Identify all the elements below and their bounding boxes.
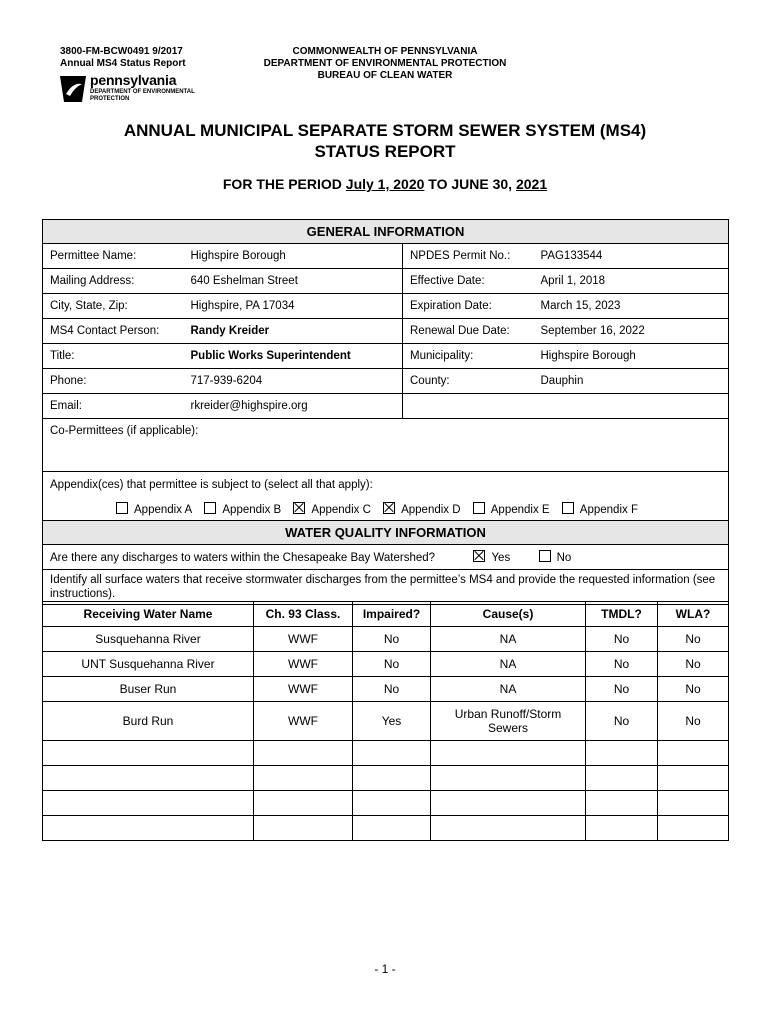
info-label: Email: (43, 394, 184, 419)
table-cell[interactable]: No (658, 677, 729, 702)
general-information-table (42, 219, 729, 605)
table-row (43, 766, 729, 791)
info-value[interactable]: 640 Eshelman Street (184, 269, 403, 294)
info-label: County: (403, 369, 534, 394)
identify-waters-instructions (43, 570, 729, 605)
agency-header (220, 46, 550, 82)
logo-wordmark: pennsylvania (90, 72, 177, 88)
appendix-checkboxes (43, 498, 729, 521)
copermittees-label: Co-Permittees (if applicable): (50, 425, 199, 437)
table-cell[interactable] (658, 766, 729, 791)
identify-waters-text: Identify all surface waters that receive stormwater discharges from the permittee’s MS4 and provide the requested information (see instructions). (50, 574, 716, 600)
table-cell[interactable] (658, 791, 729, 816)
checked-checkbox-icon[interactable] (383, 502, 395, 514)
table-cell[interactable] (43, 816, 254, 841)
info-row (43, 294, 729, 319)
report-title (0, 120, 770, 162)
table-cell[interactable]: NA (431, 652, 586, 677)
table-cell[interactable]: No (586, 627, 658, 652)
checkbox-icon[interactable] (539, 550, 551, 562)
appendix-option-label: Appendix D (401, 504, 461, 516)
table-cell[interactable] (431, 791, 586, 816)
period-end-year: 2021 (515, 176, 548, 192)
period-prefix: FOR THE PERIOD (222, 176, 342, 192)
table-cell[interactable] (586, 816, 658, 841)
info-value[interactable]: PAG133544 (534, 244, 729, 269)
pa-dep-logo (58, 72, 198, 106)
info-value[interactable]: Randy Kreider (184, 319, 403, 344)
receiving-waters-table (42, 601, 729, 841)
table-cell[interactable]: No (353, 652, 431, 677)
info-value[interactable]: Public Works Superintendent (184, 344, 403, 369)
info-value[interactable]: September 16, 2022 (534, 319, 729, 344)
agency-line3: BUREAU OF CLEAN WATER (317, 70, 453, 81)
column-header: Receiving Water Name (43, 602, 254, 627)
checked-checkbox-icon[interactable] (293, 502, 305, 514)
table-cell[interactable]: WWF (254, 702, 353, 741)
chesapeake-no-option[interactable] (539, 552, 572, 564)
info-value[interactable]: March 15, 2023 (534, 294, 729, 319)
info-row (43, 269, 729, 294)
table-cell[interactable] (43, 791, 254, 816)
table-cell[interactable]: No (353, 677, 431, 702)
page-number: - 1 - (374, 962, 396, 976)
table-cell[interactable] (431, 816, 586, 841)
table-cell[interactable] (586, 766, 658, 791)
table-cell[interactable]: WWF (254, 652, 353, 677)
info-row (43, 319, 729, 344)
table-cell[interactable]: NA (431, 677, 586, 702)
table-cell[interactable] (254, 816, 353, 841)
table-cell[interactable] (353, 816, 431, 841)
table-cell[interactable]: NA (431, 627, 586, 652)
appendix-f-option[interactable] (562, 504, 638, 516)
column-header: Impaired? (353, 602, 431, 627)
info-label: City, State, Zip: (43, 294, 184, 319)
appendix-option-label: Appendix C (311, 504, 371, 516)
info-row (43, 369, 729, 394)
table-cell[interactable] (254, 791, 353, 816)
copermittees-field[interactable] (43, 419, 729, 472)
info-value[interactable]: rkreider@highspire.org (184, 394, 403, 419)
info-value[interactable]: Highspire, PA 17034 (184, 294, 403, 319)
chesapeake-yes-option[interactable] (473, 552, 510, 564)
agency-line1: COMMONWEALTH OF PENNSYLVANIA (292, 46, 478, 57)
table-cell[interactable] (353, 741, 431, 766)
table-cell[interactable] (431, 741, 586, 766)
general-information-heading: GENERAL INFORMATION (43, 220, 729, 244)
appendix-d-option[interactable] (383, 504, 460, 516)
table-cell[interactable]: Burd Run (43, 702, 254, 741)
table-cell[interactable]: No (353, 627, 431, 652)
table-cell[interactable]: WWF (254, 677, 353, 702)
checkbox-icon[interactable] (562, 502, 574, 514)
agency-line2: DEPARTMENT OF ENVIRONMENTAL PROTECTION (263, 58, 507, 69)
table-cell[interactable]: No (586, 677, 658, 702)
logo-subtitle-line1: DEPARTMENT OF ENVIRONMENTAL (90, 89, 195, 95)
column-header: Cause(s) (431, 602, 586, 627)
info-row (43, 344, 729, 369)
table-cell[interactable]: Susquehanna River (43, 627, 254, 652)
chesapeake-question: Are there any discharges to waters within the Chesapeake Bay Watershed? (50, 552, 436, 564)
info-label: MS4 Contact Person: (43, 319, 184, 344)
table-cell[interactable] (658, 741, 729, 766)
info-row (43, 244, 729, 269)
table-cell[interactable]: No (586, 652, 658, 677)
water-quality-heading: WATER QUALITY INFORMATION (43, 521, 729, 545)
appendix-option-label: Appendix A (134, 504, 193, 516)
column-header: Ch. 93 Class. (254, 602, 353, 627)
keystone-logo-icon (58, 74, 88, 104)
empty-cell (403, 394, 729, 419)
appendix-a-option[interactable] (116, 504, 192, 516)
table-cell[interactable]: No (658, 702, 729, 741)
info-label: NPDES Permit No.: (403, 244, 534, 269)
appendix-label: Appendix(ces) that permittee is subject to (select all that apply): (50, 479, 373, 491)
appendix-option-label: Appendix E (490, 504, 550, 516)
appendix-c-option[interactable] (293, 504, 370, 516)
table-row (43, 702, 729, 741)
info-label: Phone: (43, 369, 184, 394)
yes-label: Yes (491, 552, 511, 564)
info-label: Mailing Address: (43, 269, 184, 294)
info-value[interactable]: April 1, 2018 (534, 269, 729, 294)
table-row (43, 816, 729, 841)
table-row (43, 652, 729, 677)
info-label: Effective Date: (403, 269, 534, 294)
table-cell[interactable]: No (658, 627, 729, 652)
table-cell[interactable] (658, 816, 729, 841)
report-title-line1: ANNUAL MUNICIPAL SEPARATE STORM SEWER SYSTEM (MS4) (123, 121, 647, 140)
info-value[interactable]: 717-939-6204 (184, 369, 403, 394)
form-id: 3800-FM-BCW0491 9/2017 (60, 46, 183, 57)
table-row (43, 741, 729, 766)
table-cell[interactable]: Urban Runoff/Storm Sewers (431, 702, 586, 741)
info-label: Expiration Date: (403, 294, 534, 319)
checkbox-icon[interactable] (116, 502, 128, 514)
table-cell[interactable] (586, 791, 658, 816)
table-cell[interactable]: UNT Susquehanna River (43, 652, 254, 677)
chesapeake-row (43, 545, 729, 570)
period-start: July 1, 2020 (345, 176, 425, 192)
table-cell[interactable] (43, 766, 254, 791)
info-value[interactable]: Dauphin (534, 369, 729, 394)
table-header-row (43, 602, 729, 627)
table-cell[interactable] (353, 791, 431, 816)
table-row (43, 677, 729, 702)
report-title-line2: STATUS REPORT (314, 142, 456, 161)
info-label: Permittee Name: (43, 244, 184, 269)
table-cell[interactable] (586, 741, 658, 766)
table-cell[interactable] (43, 741, 254, 766)
no-label: No (556, 552, 572, 564)
checkbox-icon[interactable] (473, 502, 485, 514)
form-name: Annual MS4 Status Report (60, 58, 186, 69)
reporting-period (0, 176, 770, 192)
table-cell[interactable] (254, 766, 353, 791)
info-label: Renewal Due Date: (403, 319, 534, 344)
logo-subtitle-line2: PROTECTION (90, 96, 130, 102)
period-middle: TO JUNE 30, (428, 176, 513, 192)
info-label: Title: (43, 344, 184, 369)
info-row (43, 394, 729, 419)
table-cell[interactable]: WWF (254, 627, 353, 652)
table-cell[interactable]: No (658, 652, 729, 677)
appendix-option-label: Appendix F (579, 504, 638, 516)
table-cell[interactable] (254, 741, 353, 766)
info-value[interactable]: Highspire Borough (184, 244, 403, 269)
table-row (43, 791, 729, 816)
logo-subtitle (90, 89, 195, 103)
checkbox-icon[interactable] (204, 502, 216, 514)
table-cell[interactable] (353, 766, 431, 791)
appendix-option-label: Appendix B (222, 504, 282, 516)
form-header-left (60, 46, 186, 70)
appendix-b-option[interactable] (204, 504, 281, 516)
info-value[interactable]: Highspire Borough (534, 344, 729, 369)
table-cell[interactable]: Yes (353, 702, 431, 741)
column-header: TMDL? (586, 602, 658, 627)
table-row (43, 627, 729, 652)
table-cell[interactable]: No (586, 702, 658, 741)
column-header: WLA? (658, 602, 729, 627)
appendix-e-option[interactable] (473, 504, 550, 516)
appendix-label-cell (43, 472, 729, 499)
info-label: Municipality: (403, 344, 534, 369)
checked-checkbox-icon[interactable] (473, 550, 485, 562)
table-cell[interactable] (431, 766, 586, 791)
table-cell[interactable]: Buser Run (43, 677, 254, 702)
